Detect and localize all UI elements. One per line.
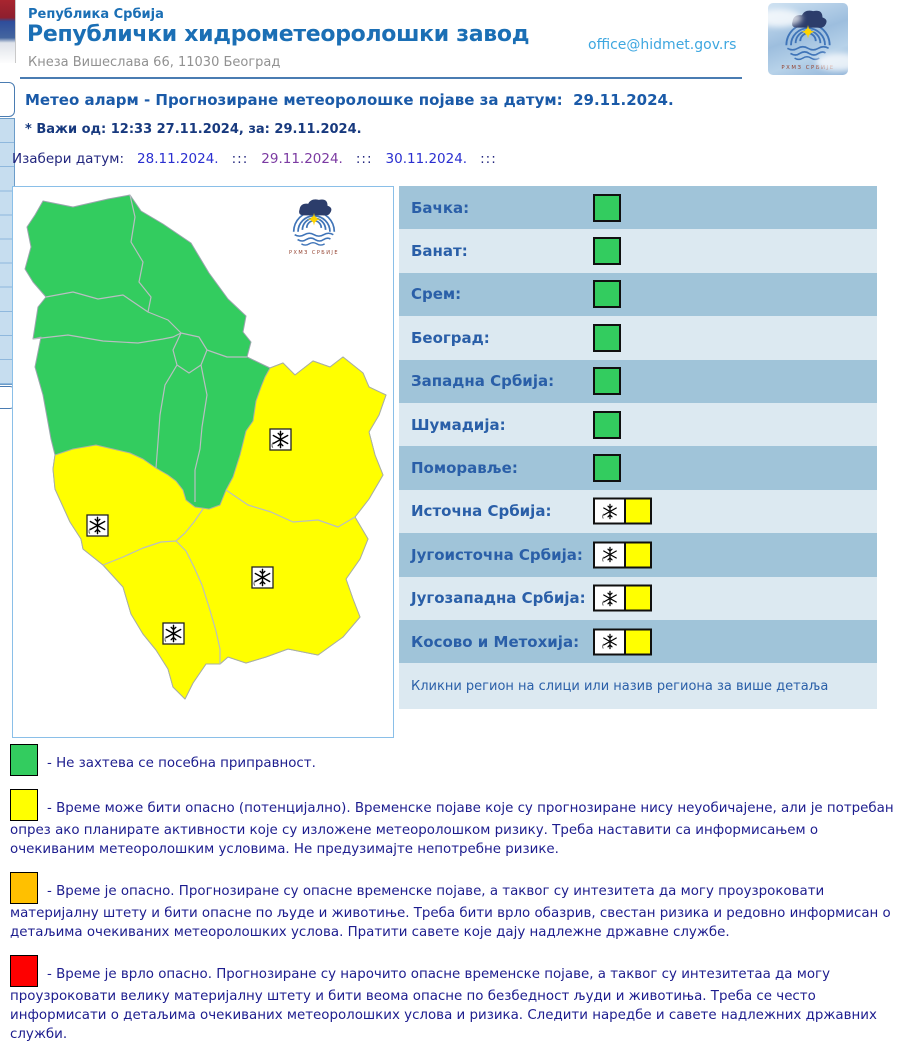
snow-warning-icon [593, 498, 626, 525]
header-org-title: Републички хидрометеоролошки завод [27, 22, 530, 47]
alert-green-square [593, 367, 621, 395]
header-divider [20, 77, 742, 79]
header-country: Република Србија [28, 7, 164, 22]
legend-green-text: - Не захтева се посебна приправност. [47, 756, 316, 771]
region-row-sumadija[interactable] [399, 403, 877, 446]
date-picker-row [12, 151, 497, 167]
region-row-jugozapadna-srbija[interactable] [399, 577, 877, 620]
region-name-link[interactable]: Југоисточна Србија: [411, 545, 583, 564]
region-name-link[interactable]: Поморавље: [411, 459, 518, 478]
legend-entry-orange [10, 872, 896, 942]
region-name-link[interactable]: Београд: [411, 328, 490, 347]
alert-green-square [593, 324, 621, 352]
region-row-pomoravlje[interactable] [399, 446, 877, 489]
legend-orange-square [10, 872, 38, 904]
date-separator: ::: [231, 151, 249, 167]
legend-orange-text: - Време је опасно. Прогнозиране су опасне временске појаве, а таквог су интезитета да могу проузроковати материјалну штету и бити опасне по људе и животиње. Треба бити врло обазрив, свестан ризика и редовно информисан о детаљима очекиваних метеоролошких услова. Пратити савете које дају надлежне државне службе. [10, 884, 891, 940]
region-row-istocna-srbija[interactable] [399, 490, 877, 533]
legend-entry-green [10, 744, 896, 776]
serbia-alert-map [12, 186, 394, 738]
rhmz-logo [768, 3, 848, 75]
alert-legend [10, 744, 896, 1057]
region-row-srem[interactable] [399, 273, 877, 316]
region-alert-panel [399, 186, 877, 709]
region-name-link[interactable]: Бачка: [411, 198, 470, 217]
legend-yellow-text: - Време може бити опасно (потенцијално). Временске појаве које су прогнозиране нису неуобичајене, али је потребан опрез ако планирате активности које су изложене метеоролошком ризику. Треба наставити са информисањем о очекиваним метеоролошким условима. Не предузимајте непотребне ризике. [10, 801, 894, 857]
alert-green-square [593, 280, 621, 308]
date-link-30[interactable]: 30.11.2024. [385, 151, 468, 167]
panel-help-note: Кликни регион на слици или назив региона за више детаља [399, 663, 877, 709]
region-name-link[interactable]: Банат: [411, 242, 468, 261]
alert-yellow-square [624, 585, 652, 612]
validity-note: * Важи од: 12:33 27.11.2024, за: 29.11.2024. [25, 122, 362, 137]
page-title: Метео аларм - Прогнозиране метеоролошке појаве за датум: 29.11.2024. [25, 91, 674, 109]
legend-red-square [10, 955, 38, 987]
legend-entry-red [10, 955, 896, 1044]
region-name-link[interactable]: Југозападна Србија: [411, 589, 586, 608]
date-link-28[interactable]: 28.11.2024. [137, 151, 219, 167]
alert-yellow-square [624, 628, 652, 655]
alert-green-square [593, 194, 621, 222]
snow-warning-icon [593, 541, 626, 568]
region-row-backa[interactable] [399, 186, 877, 229]
region-name-link[interactable]: Шумадија: [411, 415, 506, 434]
choose-date-label: Изабери датум: [12, 151, 125, 167]
sidebar-box-top [0, 82, 15, 117]
alert-yellow-square [624, 541, 652, 568]
alert-green-square [593, 411, 621, 439]
header-address: Кнеза Вишеслава 66, 11030 Београд [28, 55, 281, 70]
region-row-zapadna-srbija[interactable] [399, 360, 877, 403]
legend-green-square [10, 744, 38, 776]
snow-warning-icon [593, 628, 626, 655]
alert-yellow-square [624, 498, 652, 525]
region-name-link[interactable]: Западна Србија: [411, 372, 555, 391]
alert-green-square [593, 237, 621, 265]
region-row-kosovo-i-metohija[interactable] [399, 620, 877, 663]
region-name-link[interactable]: Косово и Метохија: [411, 632, 580, 651]
date-link-29[interactable]: 29.11.2024. [261, 151, 343, 167]
snow-warning-icon [593, 585, 626, 612]
legend-yellow-square [10, 789, 38, 821]
alert-green-square [593, 454, 621, 482]
date-separator: ::: [355, 151, 373, 167]
legend-red-text: - Време је врло опасно. Прогнозиране су нарочито опасне временске појаве, а таквог су интезитетаа да могу проузроковати велику материјалну штету и бити веома опасне по безбедност људи и животиња. Треба се често информисати о детаљима очекиваних метеоролошких услова и ризика. Следити наредбе и савете надлежних државних служби. [10, 967, 877, 1042]
region-name-link[interactable]: Источна Србија: [411, 502, 552, 521]
region-row-banat[interactable] [399, 229, 877, 272]
date-separator: ::: [480, 151, 497, 167]
map-rhmz-logo [289, 199, 339, 256]
serbia-flag [0, 0, 16, 63]
legend-entry-yellow [10, 789, 896, 859]
region-row-beograd[interactable] [399, 316, 877, 359]
email-link[interactable]: office@hidmet.gov.rs [588, 37, 737, 53]
region-name-link[interactable]: Срем: [411, 285, 462, 304]
region-row-jugoistocna-srbija[interactable] [399, 533, 877, 576]
